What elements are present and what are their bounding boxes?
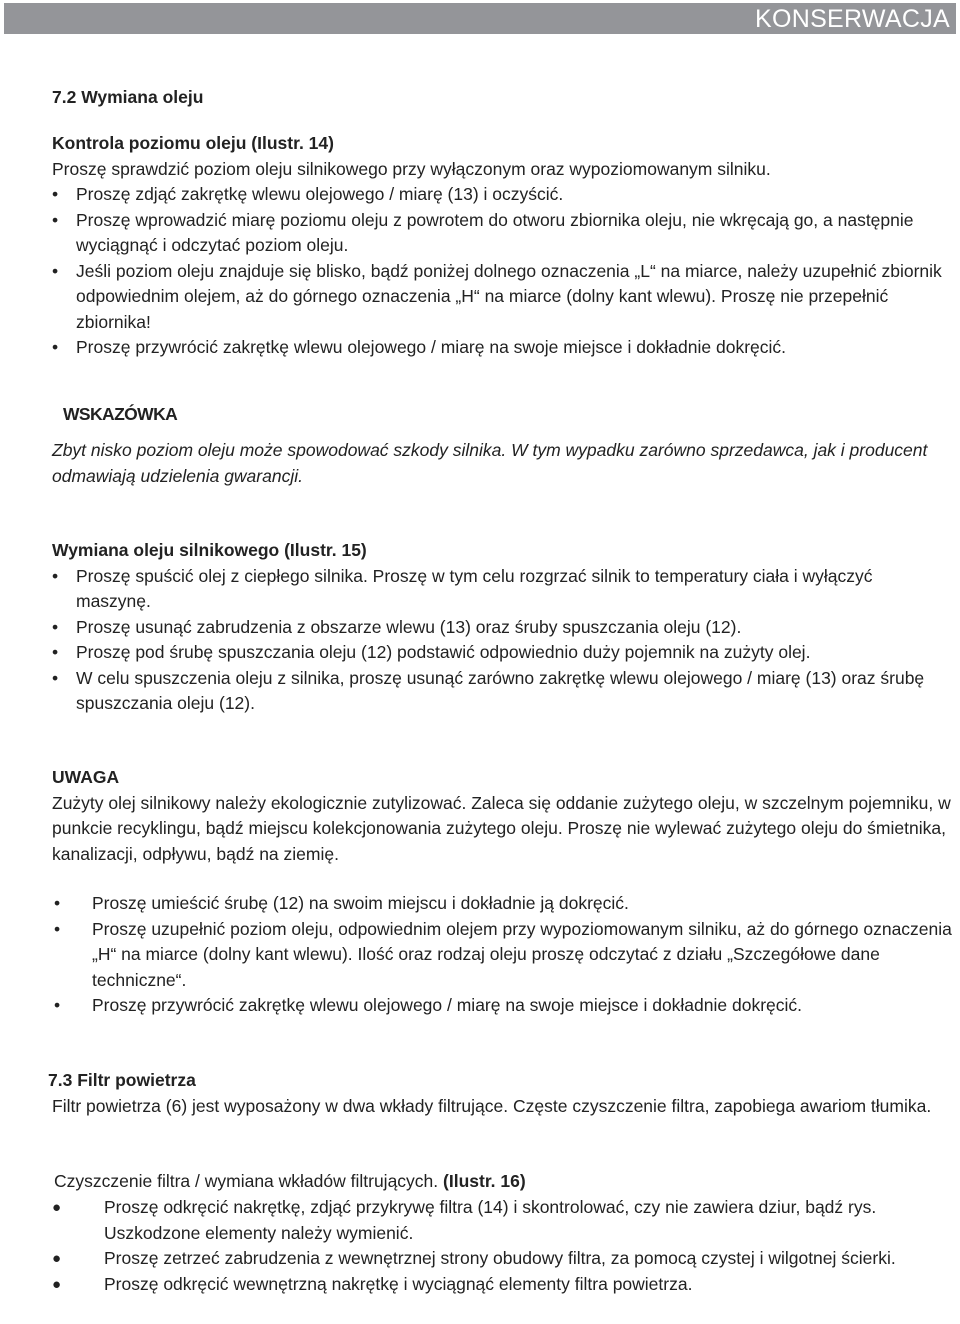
oil-check-intro: Proszę sprawdzić poziom oleju silnikowego przy wyłączonym oraz wypoziomowanym silniku. <box>52 158 771 179</box>
list-item: • Proszę spuścić olej z ciepłego silnika. Proszę w tym celu rozgrzać silnik to temperatury ciała i wyłączyć maszynę. <box>52 564 952 615</box>
hint-text: Zbyt nisko poziom oleju może spowodować szkody silnika. W tym wypadku zarówno sprzedawca, jak i producent odmawiają udzielenia gwarancji. <box>52 440 928 486</box>
list-item: ● Proszę zetrzeć zabrudzenia z wewnętrznej strony obudowy filtra, za pomocą czystej i wilgotnej ścierki. <box>52 1246 922 1272</box>
oil-check-section <box>52 131 952 361</box>
list-item: • Proszę zdjąć zakrętkę wlewu olejowego / miarę (13) i oczyścić. <box>52 182 952 208</box>
warning-section <box>52 765 952 867</box>
oil-change-list <box>52 564 952 717</box>
warning-label: UWAGA <box>52 767 120 787</box>
oil-check-heading: Kontrola poziomu oleju (Ilustr. 14) <box>52 133 334 153</box>
list-item: • Proszę uzupełnić poziom oleju, odpowiednim olejem przy wypoziomowanym silniku, aż do górnego oznaczenia „H“ na miarce (dolny kant wlewu). Ilość oraz rodzaj oleju proszę odczytać z działu „Szczegółowe dane techniczne“. <box>52 917 952 994</box>
warning-text: Zużyty olej silnikowy należy ekologicznie zutylizować. Zaleca się oddanie zużytego oleju, w szczelnym pojemniku, w punkcie recyklingu, bądź miejscu kolekcjonowania zużytego oleju. Proszę nie wylewać zużytego oleju do śmietnika, kanalizacji, odpływu, bądź na ziemię. <box>52 792 951 864</box>
list-item: • Proszę usunąć zabrudzenia z obszarze wlewu (13) oraz śruby spuszczania oleju (12). <box>52 615 952 641</box>
filter-cleaning-heading-text: Czyszczenie filtra / wymiana wkładów filtrujących. <box>54 1171 439 1191</box>
section-title: KONSERWACJA <box>755 5 950 33</box>
section-7-2-title: 7.2 Wymiana oleju <box>52 87 204 107</box>
list-item: • Proszę przywrócić zakrętkę wlewu olejowego / miarę na swoje miejsce i dokładnie dokręcić. <box>52 993 952 1019</box>
filter-cleaning-heading-ref: (Ilustr. 16) <box>443 1171 526 1191</box>
filter-cleaning-heading <box>54 1169 954 1195</box>
list-item: • Proszę wprowadzić miarę poziomu oleju z powrotem do otworu zbiornika oleju, nie wkręcają go, a następnie wyciągnąć i odczytać poziom oleju. <box>52 208 952 259</box>
oil-check-list <box>52 182 952 361</box>
list-item: • W celu spuszczenia oleju z silnika, proszę usunąć zarówno zakrętkę wlewu olejowego / miarę (13) oraz śrubę spuszczania oleju (12). <box>52 666 952 717</box>
oil-change-section <box>52 538 952 717</box>
filter-cleaning-list <box>52 1195 922 1297</box>
list-item: • Proszę pod śrubę spuszczania oleju (12) podstawić odpowiednio duży pojemnik na zużyty olej. <box>52 640 952 666</box>
list-item: • Proszę przywrócić zakrętkę wlewu olejowego / miarę na swoje miejsce i dokładnie dokręcić. <box>52 335 952 361</box>
list-item: • Jeśli poziom oleju znajduje się blisko, bądź poniżej dolnego oznaczenia „L“ na miarce, należy uzupełnić zbiornik odpowiednim olejem, aż do górnego oznaczenia „H“ na miarce (dolny kant wlewu). Proszę nie przepełnić zbiornika! <box>52 259 952 336</box>
hint-label: WSKAZÓWKA <box>63 404 178 424</box>
section-7-3-title: 7.3 Filtr powietrza <box>48 1070 196 1090</box>
section-header-bar <box>4 3 956 34</box>
oil-change-heading: Wymiana oleju silnikowego (Ilustr. 15) <box>52 540 367 560</box>
list-item: ● Proszę odkręcić wewnętrzną nakrętkę i wyciągnąć elementy filtra powietrza. <box>52 1272 922 1298</box>
final-steps-list <box>52 891 952 1019</box>
list-item: ● Proszę odkręcić nakrętkę, zdjąć przykrywę filtra (14) i skontrolować, czy nie zawiera dziur, bądź rys. Uszkodzone elementy należy wymienić. <box>52 1195 922 1246</box>
air-filter-intro: Filtr powietrza (6) jest wyposażony w dwa wkłady filtrujące. Częste czyszczenie filtra, zapobiega awariom tłumika. <box>52 1096 932 1116</box>
list-item: • Proszę umieścić śrubę (12) na swoim miejscu i dokładnie ją dokręcić. <box>52 891 952 917</box>
